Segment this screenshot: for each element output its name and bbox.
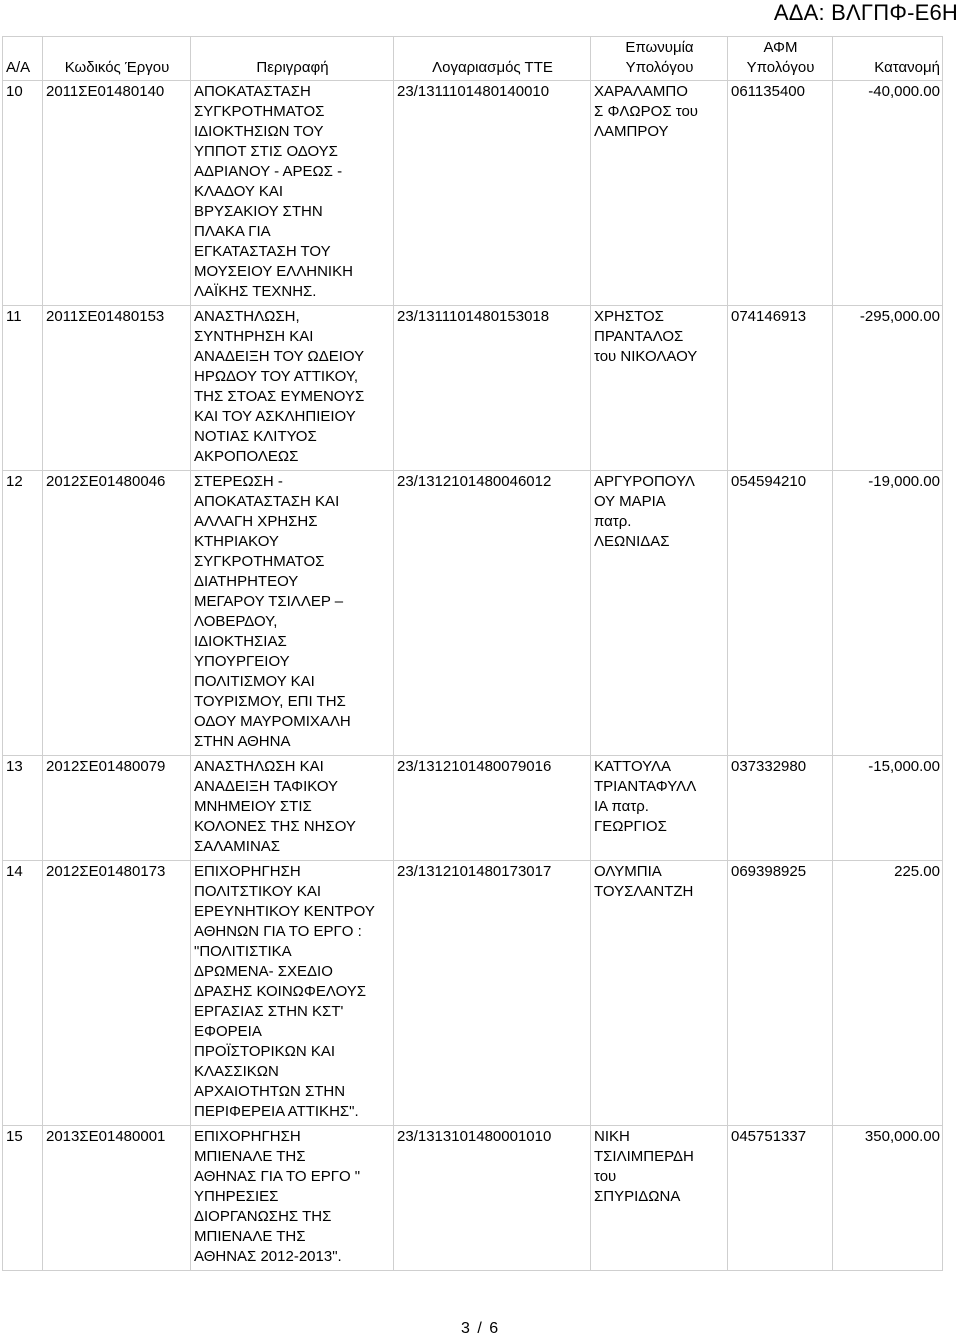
cell-allocation: -40,000.00 <box>833 81 943 306</box>
col-tte-account: Λογαριασμός ΤΤΕ <box>394 37 591 81</box>
cell-holder-name: ΧΑΡΑΛΑΜΠΟ Σ ΦΛΩΡΟΣ του ΛΑΜΠΡΟΥ <box>591 81 728 306</box>
table-row <box>3 1126 943 1271</box>
page-indicator <box>461 1320 498 1338</box>
cell-afm: 074146913 <box>728 306 833 471</box>
cell-tte-account: 23/1311101480140010 <box>394 81 591 306</box>
cell-afm: 061135400 <box>728 81 833 306</box>
cell-holder-name: ΚΑΤΤΟΥΛΑ ΤΡΙΑΝΤΑΦΥΛΛ ΙΑ πατρ. ΓΕΩΡΓΙΟΣ <box>591 756 728 861</box>
cell-afm: 069398925 <box>728 861 833 1126</box>
cell-code: 2011ΣΕ01480153 <box>43 306 191 471</box>
table-row <box>3 756 943 861</box>
table-row <box>3 306 943 471</box>
col-aa: Α/Α <box>3 37 43 81</box>
cell-allocation: 225.00 <box>833 861 943 1126</box>
page-total: 6 <box>489 1320 499 1337</box>
cell-allocation: 350,000.00 <box>833 1126 943 1271</box>
cell-tte-account: 23/1311101480153018 <box>394 306 591 471</box>
cell-tte-account: 23/1312101480173017 <box>394 861 591 1126</box>
cell-holder-name: ΑΡΓΥΡΟΠΟΥΛ ΟΥ ΜΑΡΙΑ πατρ. ΛΕΩΝΙΔΑΣ <box>591 471 728 756</box>
page-separator: / <box>477 1320 482 1337</box>
ada-identifier: ΑΔΑ: ΒΛΓΠΦ-Ε6Η <box>773 0 958 25</box>
col-holder-name: Επωνυμία Υπολόγου <box>591 37 728 81</box>
col-code: Κωδικός Έργου <box>43 37 191 81</box>
cell-code: 2013ΣΕ01480001 <box>43 1126 191 1271</box>
cell-aa: 15 <box>3 1126 43 1271</box>
cell-afm: 045751337 <box>728 1126 833 1271</box>
cell-allocation: -295,000.00 <box>833 306 943 471</box>
cell-code: 2012ΣΕ01480173 <box>43 861 191 1126</box>
col-allocation: Κατανομή <box>833 37 943 81</box>
cell-aa: 12 <box>3 471 43 756</box>
cell-holder-name: ΟΛΥΜΠΙΑ ΤΟΥΣΛΑΝΤΖΗ <box>591 861 728 1126</box>
allocation-table <box>2 36 943 1271</box>
cell-aa: 13 <box>3 756 43 861</box>
cell-tte-account: 23/1313101480001010 <box>394 1126 591 1271</box>
cell-aa: 11 <box>3 306 43 471</box>
cell-description: ΑΝΑΣΤΗΛΩΣΗ ΚΑΙ ΑΝΑΔΕΙΞΗ ΤΑΦΙΚΟΥ ΜΝΗΜΕΙΟΥ ΣΤΙΣ ΚΟΛΟΝΕΣ ΤΗΣ ΝΗΣΟΥ ΣΑΛΑΜΙΝΑΣ <box>191 756 394 861</box>
cell-description: ΕΠΙΧΟΡΗΓΗΣΗ ΜΠΙΕΝΑΛΕ ΤΗΣ ΑΘΗΝΑΣ ΓΙΑ ΤΟ ΕΡΓΟ " ΥΠΗΡΕΣΙΕΣ ΔΙΟΡΓΑΝΩΣΗΣ ΤΗΣ ΜΠΙΕΝΑΛΕ ΤΗΣ ΑΘΗΝΑΣ 2012-2013". <box>191 1126 394 1271</box>
cell-holder-name: ΧΡΗΣΤΟΣ ΠΡΑΝΤΑΛΟΣ του ΝΙΚΟΛΑΟΥ <box>591 306 728 471</box>
cell-description: ΕΠΙΧΟΡΗΓΗΣΗ ΠΟΛΙΤΣΤΙΚΟΥ ΚΑΙ ΕΡΕΥΝΗΤΙΚΟΥ ΚΕΝΤΡΟΥ ΑΘΗΝΩΝ ΓΙΑ ΤΟ ΕΡΓΟ : "ΠΟΛΙΤΙΣΤΙΚΑ ΔΡΩΜΕΝΑ- ΣΧΕΔΙΟ ΔΡΑΣΗΣ ΚΟΙΝΩΦΕΛΟΥΣ ΕΡΓΑΣΙΑΣ ΣΤΗΝ ΚΣΤ' ΕΦΟΡΕΙΑ ΠΡΟΪΣΤΟΡΙΚΩΝ ΚΑΙ ΚΛΑΣΣΙΚΩΝ ΑΡΧΑΙΟΤΗΤΩΝ ΣΤΗΝ ΠΕΡΙΦΕΡΕΙΑ ΑΤΤΙΚΗΣ". <box>191 861 394 1126</box>
cell-afm: 054594210 <box>728 471 833 756</box>
table-row <box>3 81 943 306</box>
cell-tte-account: 23/1312101480046012 <box>394 471 591 756</box>
table-row <box>3 861 943 1126</box>
cell-afm: 037332980 <box>728 756 833 861</box>
cell-aa: 14 <box>3 861 43 1126</box>
cell-description: ΣΤΕΡΕΩΣΗ - ΑΠΟΚΑΤΑΣΤΑΣΗ ΚΑΙ ΑΛΛΑΓΗ ΧΡΗΣΗΣ ΚΤΗΡΙΑΚΟΥ ΣΥΓΚΡΟΤΗΜΑΤΟΣ ΔΙΑΤΗΡΗΤΕΟΥ ΜΕΓΑΡΟΥ ΤΣΙΛΛΕΡ – ΛΟΒΕΡΔΟΥ, ΙΔΙΟΚΤΗΣΙΑΣ ΥΠΟΥΡΓΕΙΟΥ ΠΟΛΙΤΙΣΜΟΥ ΚΑΙ ΤΟΥΡΙΣΜΟΥ, ΕΠΙ ΤΗΣ ΟΔΟΥ ΜΑΥΡΟΜΙΧΑΛΗ ΣΤΗΝ ΑΘΗΝΑ <box>191 471 394 756</box>
cell-aa: 10 <box>3 81 43 306</box>
table-row <box>3 471 943 756</box>
cell-code: 2011ΣΕ01480140 <box>43 81 191 306</box>
cell-allocation: -15,000.00 <box>833 756 943 861</box>
table-header <box>3 37 943 81</box>
page-current: 3 <box>461 1320 470 1337</box>
col-description: Περιγραφή <box>191 37 394 81</box>
cell-description: ΑΠΟΚΑΤΑΣΤΑΣΗ ΣΥΓΚΡΟΤΗΜΑΤΟΣ ΙΔΙΟΚΤΗΣΙΩΝ ΤΟΥ ΥΠΠΟΤ ΣΤΙΣ ΟΔΟΥΣ ΑΔΡΙΑΝΟΥ - ΑΡΕΩΣ - ΚΛΑΔΟΥ ΚΑΙ ΒΡΥΣΑΚΙΟΥ ΣΤΗΝ ΠΛΑΚΑ ΓΙΑ ΕΓΚΑΤΑΣΤΑΣΗ ΤΟΥ ΜΟΥΣΕΙΟΥ ΕΛΛΗΝΙΚΗ ΛΑΪΚΗΣ ΤΕΧΝΗΣ. <box>191 81 394 306</box>
col-afm: ΑΦΜ Υπολόγου <box>728 37 833 81</box>
table-body <box>3 81 943 1271</box>
cell-description: ΑΝΑΣΤΗΛΩΣΗ, ΣΥΝΤΗΡΗΣΗ ΚΑΙ ΑΝΑΔΕΙΞΗ ΤΟΥ ΩΔΕΙΟΥ ΗΡΩΔΟΥ ΤΟΥ ΑΤΤΙΚΟΥ, ΤΗΣ ΣΤΟΑΣ ΕΥΜΕΝΟΥΣ ΚΑΙ ΤΟΥ ΑΣΚΛΗΠΙΕΙΟΥ ΝΟΤΙΑΣ ΚΛΙΤΥΟΣ ΑΚΡΟΠΟΛΕΩΣ <box>191 306 394 471</box>
cell-code: 2012ΣΕ01480079 <box>43 756 191 861</box>
cell-allocation: -19,000.00 <box>833 471 943 756</box>
cell-tte-account: 23/1312101480079016 <box>394 756 591 861</box>
cell-holder-name: ΝΙΚΗ ΤΣΙΛΙΜΠΕΡΔΗ του ΣΠΥΡΙΔΩΝΑ <box>591 1126 728 1271</box>
cell-code: 2012ΣΕ01480046 <box>43 471 191 756</box>
